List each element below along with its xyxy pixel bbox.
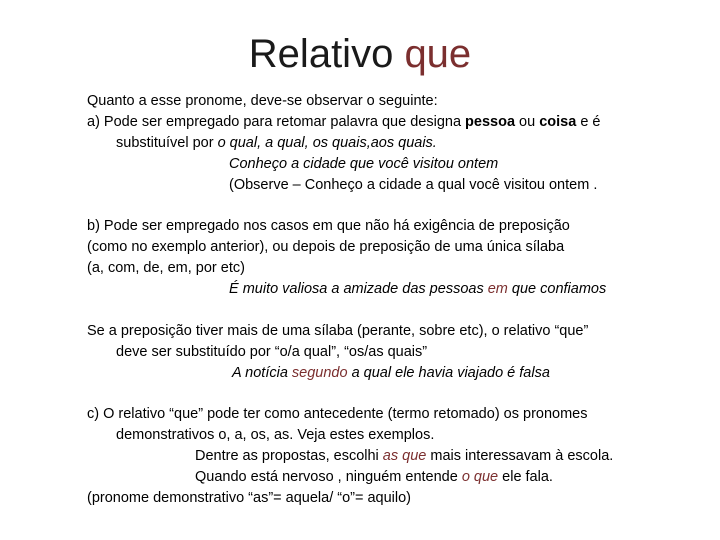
item-c-example-1-end: mais interessavam à escola.	[426, 448, 614, 464]
item-c-example-2-end: ele fala.	[498, 469, 553, 485]
item-b-line-1: b) Pode ser empregado nos casos em que não há exigência de preposição	[87, 218, 570, 234]
item-a-line-1	[87, 112, 687, 133]
title-main: Relativo	[248, 32, 394, 76]
item-c-line-1: c) O relativo “que” pode ter como antecedente (termo retomado) os pronomes	[87, 406, 588, 422]
item-a-example: Conheço a cidade que você visitou ontem	[229, 156, 499, 172]
item-se-example-end: a qual ele havia viajado é falsa	[347, 365, 550, 381]
item-a-end: e é	[576, 114, 601, 130]
item-c-example-2	[87, 467, 687, 488]
item-b-example-end: que confiamos	[507, 281, 607, 297]
item-se-example	[87, 363, 687, 384]
item-c-example-2-text: Quando está nervoso , ninguém entende	[195, 469, 462, 485]
item-a-conj: ou	[515, 114, 540, 130]
item-c-example-1-accent: as que	[382, 448, 427, 464]
item-a-pronouns: o qual, a qual, os quais,aos quais.	[217, 135, 437, 151]
item-b-example-accent: em	[487, 281, 508, 297]
item-b-example	[87, 279, 687, 300]
item-b-example-text: É muito valiosa a amizade das pessoas	[229, 281, 488, 297]
item-c-example-1	[87, 446, 687, 467]
item-se-example-accent: segundo	[291, 365, 348, 381]
item-c-line-2: demonstrativos o, a, os, as. Veja estes exemplos.	[116, 427, 435, 443]
item-a-sub-text: substituível por	[116, 135, 218, 151]
item-se-line-2: deve ser substituído por “o/a qual”, “os/as quais”	[116, 344, 428, 360]
page-title	[0, 30, 720, 78]
item-b-line-2: (como no exemplo anterior), ou depois de preposição de uma única sílaba	[87, 239, 565, 255]
item-se-example-text: A notícia	[232, 365, 292, 381]
slide-body	[87, 91, 687, 509]
item-c-example-2-accent: o que	[461, 469, 499, 485]
item-a-text: a) Pode ser empregado para retomar palavra que designa	[87, 114, 466, 130]
term-coisa: coisa	[539, 114, 577, 130]
intro-line: Quanto a esse pronome, deve-se observar o seguinte:	[87, 93, 438, 109]
item-se-line-1: Se a preposição tiver mais de uma sílaba (perante, sobre etc), o relativo “que”	[87, 323, 589, 339]
title-accent: que	[404, 32, 472, 76]
item-c-example-1-text: Dentre as propostas, escolhi	[195, 448, 383, 464]
item-a-line-2	[87, 133, 687, 154]
term-pessoa: pessoa	[465, 114, 516, 130]
item-a-observe: (Observe – Conheço a cidade a qual você visitou ontem .	[229, 177, 598, 193]
item-c-note: (pronome demonstrativo “as”= aquela/ “o”= aquilo)	[87, 490, 411, 506]
item-b-line-3: (a, com, de, em, por etc)	[87, 260, 245, 276]
